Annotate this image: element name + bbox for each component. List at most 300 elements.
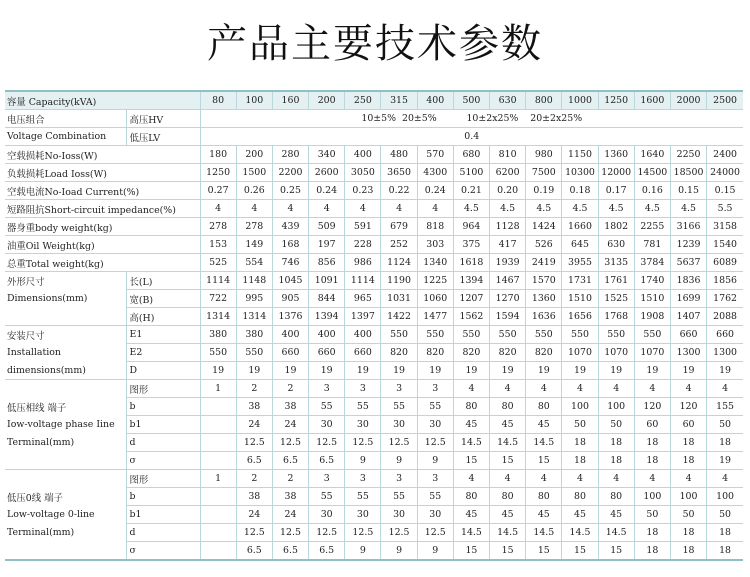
table-cell: 3784 bbox=[634, 254, 670, 272]
table-cell: 100 bbox=[562, 398, 598, 416]
table-cell: 1314 bbox=[200, 308, 236, 326]
table-cell: 1190 bbox=[381, 272, 417, 290]
table-cell: 278 bbox=[236, 218, 272, 236]
table-cell: 55 bbox=[417, 398, 453, 416]
table-cell: 525 bbox=[200, 254, 236, 272]
table-cell: 12.5 bbox=[272, 524, 308, 542]
table-cell: 4 bbox=[236, 200, 272, 218]
table-cell: 1070 bbox=[562, 344, 598, 362]
table-cell: 30 bbox=[345, 416, 381, 434]
table-cell: 4 bbox=[562, 470, 598, 488]
table-cell: 45 bbox=[453, 506, 489, 524]
table-cell: 4.5 bbox=[634, 200, 670, 218]
table-cell: 4 bbox=[670, 380, 706, 398]
table-cell: 2250 bbox=[670, 146, 706, 164]
table-cell: 0.20 bbox=[490, 182, 526, 200]
table-cell: 1660 bbox=[562, 218, 598, 236]
table-cell: 400 bbox=[345, 146, 381, 164]
table-cell: 14.5 bbox=[453, 524, 489, 542]
table-cell: 4 bbox=[309, 200, 345, 218]
table-cell: 55 bbox=[309, 488, 345, 506]
lv-zero-terminal-row bbox=[5, 542, 743, 561]
table-cell: 50 bbox=[634, 506, 670, 524]
table-cell: 1114 bbox=[345, 272, 381, 290]
lv-zero-terminal-row bbox=[5, 524, 743, 542]
capacity-header-row bbox=[5, 91, 743, 110]
table-cell: 1762 bbox=[707, 290, 743, 308]
table-cell: 1636 bbox=[526, 308, 562, 326]
table-cell: 12.5 bbox=[272, 434, 308, 452]
table-cell: 18 bbox=[670, 452, 706, 470]
table-cell: 30 bbox=[417, 506, 453, 524]
table-cell: 0.24 bbox=[417, 182, 453, 200]
table-cell: 100 bbox=[634, 488, 670, 506]
capacity-label: 容量 Capacity(kVA) bbox=[5, 91, 200, 110]
table-cell: 1939 bbox=[490, 254, 526, 272]
table-cell: 4 bbox=[490, 380, 526, 398]
dimensions-sub-label: 宽(B) bbox=[126, 290, 200, 308]
table-cell: 1150 bbox=[562, 146, 598, 164]
table-cell: 0.22 bbox=[381, 182, 417, 200]
table-cell: 19 bbox=[634, 362, 670, 380]
table-cell: 303 bbox=[417, 236, 453, 254]
table-cell: 4 bbox=[526, 470, 562, 488]
table-cell: 4 bbox=[707, 380, 743, 398]
table-cell: 19 bbox=[562, 362, 598, 380]
table-cell: 844 bbox=[309, 290, 345, 308]
table-cell: 0.15 bbox=[707, 182, 743, 200]
table-cell: 965 bbox=[345, 290, 381, 308]
lv-phase-terminal-sub-label: d bbox=[126, 434, 200, 452]
table-cell: 550 bbox=[236, 344, 272, 362]
table-cell: 10300 bbox=[562, 164, 598, 182]
table-cell: 4.5 bbox=[526, 200, 562, 218]
table-cell: 3 bbox=[381, 380, 417, 398]
table-cell: 15 bbox=[562, 542, 598, 561]
voltage-hv-row bbox=[5, 110, 743, 128]
table-cell: 1 bbox=[200, 380, 236, 398]
table-cell: 417 bbox=[490, 236, 526, 254]
table-cell: 0.25 bbox=[272, 182, 308, 200]
table-cell: 660 bbox=[309, 344, 345, 362]
table-cell: 30 bbox=[381, 506, 417, 524]
table-cell: 19 bbox=[526, 362, 562, 380]
dimensions-label bbox=[5, 308, 126, 326]
table-cell: 55 bbox=[309, 398, 345, 416]
table-cell: 1128 bbox=[490, 218, 526, 236]
table-cell: 1124 bbox=[381, 254, 417, 272]
dimensions-row bbox=[5, 308, 743, 326]
table-cell: 4 bbox=[526, 380, 562, 398]
table-cell: 1467 bbox=[490, 272, 526, 290]
table-cell: 986 bbox=[345, 254, 381, 272]
table-cell: 0.17 bbox=[598, 182, 634, 200]
table-cell: 18 bbox=[670, 542, 706, 561]
table-cell: 6.5 bbox=[236, 452, 272, 470]
table-cell: 0.15 bbox=[670, 182, 706, 200]
table-row bbox=[5, 164, 743, 182]
table-cell: 30 bbox=[345, 506, 381, 524]
table-cell: 2 bbox=[236, 380, 272, 398]
table-cell: 905 bbox=[272, 290, 308, 308]
installation-row bbox=[5, 326, 743, 344]
table-cell: 679 bbox=[381, 218, 417, 236]
table-cell: 375 bbox=[453, 236, 489, 254]
table-cell: 3650 bbox=[381, 164, 417, 182]
table-cell: 80 bbox=[598, 488, 634, 506]
table-row bbox=[5, 146, 743, 164]
lv-phase-terminal-label: 低压相线 端子 bbox=[7, 402, 67, 414]
table-cell: 480 bbox=[381, 146, 417, 164]
page-title: 产品主要技术参数 bbox=[207, 21, 543, 67]
dimensions-label: Dimensions(mm) bbox=[7, 293, 88, 304]
table-cell: 50 bbox=[670, 506, 706, 524]
table-cell: 550 bbox=[417, 326, 453, 344]
table-cell: 15 bbox=[453, 542, 489, 561]
table-cell: 554 bbox=[236, 254, 272, 272]
table-cell: 1836 bbox=[670, 272, 706, 290]
table-cell: 18 bbox=[634, 452, 670, 470]
table-cell: 197 bbox=[309, 236, 345, 254]
table-cell: 820 bbox=[453, 344, 489, 362]
table-cell: 1031 bbox=[381, 290, 417, 308]
lv-zero-terminal-label: Terminal(mm) bbox=[7, 527, 75, 538]
table-cell: 4.5 bbox=[562, 200, 598, 218]
table-cell: 80 bbox=[526, 488, 562, 506]
table-cell: 3 bbox=[417, 380, 453, 398]
table-cell: 100 bbox=[598, 398, 634, 416]
table-cell: 4 bbox=[634, 470, 670, 488]
capacity-value: 160 bbox=[272, 91, 308, 110]
table-cell: 1314 bbox=[236, 308, 272, 326]
table-cell: 18 bbox=[562, 452, 598, 470]
lv-zero-terminal-label bbox=[5, 470, 126, 488]
table-cell: 0.23 bbox=[345, 182, 381, 200]
table-cell: 14.5 bbox=[598, 524, 634, 542]
table-cell: 4.5 bbox=[453, 200, 489, 218]
installation-label: 安装尺寸 bbox=[7, 330, 45, 342]
table-cell: 1300 bbox=[707, 344, 743, 362]
table-cell: 45 bbox=[562, 506, 598, 524]
table-cell: 18 bbox=[670, 524, 706, 542]
capacity-value: 250 bbox=[345, 91, 381, 110]
table-cell: 1656 bbox=[562, 308, 598, 326]
row-label: 负载损耗Load Ioss(W) bbox=[5, 164, 200, 182]
hv-value: 10±5% 20±5% 10±2x25% 20±2x25% bbox=[200, 110, 743, 128]
table-cell: 19 bbox=[345, 362, 381, 380]
table-cell: 200 bbox=[236, 146, 272, 164]
table-cell: 0.24 bbox=[309, 182, 345, 200]
table-cell: 153 bbox=[200, 236, 236, 254]
table-cell: 550 bbox=[562, 326, 598, 344]
installation-row bbox=[5, 344, 743, 362]
dimensions-label: 外形尺寸 bbox=[7, 276, 45, 288]
table-cell: 2 bbox=[272, 470, 308, 488]
table-cell: 1 bbox=[200, 470, 236, 488]
table-cell: 18 bbox=[598, 452, 634, 470]
table-cell: 1376 bbox=[272, 308, 308, 326]
table-cell: 820 bbox=[490, 344, 526, 362]
table-cell: 278 bbox=[200, 218, 236, 236]
table-cell: 2400 bbox=[707, 146, 743, 164]
table-cell: 645 bbox=[562, 236, 598, 254]
table-cell: 781 bbox=[634, 236, 670, 254]
table-cell: 19 bbox=[381, 362, 417, 380]
table-cell: 509 bbox=[309, 218, 345, 236]
table-cell: 19 bbox=[236, 362, 272, 380]
table-cell: 6200 bbox=[490, 164, 526, 182]
table-cell: 570 bbox=[417, 146, 453, 164]
table-cell: 19 bbox=[670, 362, 706, 380]
table-cell bbox=[200, 452, 236, 470]
voltage-label-en: Voltage Combination bbox=[5, 128, 126, 146]
table-cell: 550 bbox=[490, 326, 526, 344]
table-cell: 818 bbox=[417, 218, 453, 236]
lv-zero-terminal-sub-label: σ bbox=[126, 542, 200, 561]
table-cell: 820 bbox=[526, 344, 562, 362]
table-cell: 6.5 bbox=[236, 542, 272, 561]
table-cell: 3 bbox=[345, 380, 381, 398]
table-cell: 38 bbox=[236, 488, 272, 506]
table-cell: 19 bbox=[707, 362, 743, 380]
table-cell: 9 bbox=[345, 452, 381, 470]
table-row bbox=[5, 182, 743, 200]
table-cell: 591 bbox=[345, 218, 381, 236]
installation-label: Installation bbox=[7, 347, 61, 358]
table-cell: 3166 bbox=[670, 218, 706, 236]
row-label: 油重Oil Weight(kg) bbox=[5, 236, 200, 254]
lv-zero-terminal-row bbox=[5, 488, 743, 506]
table-cell: 0.27 bbox=[200, 182, 236, 200]
table-cell: 1340 bbox=[417, 254, 453, 272]
table-cell: 1562 bbox=[453, 308, 489, 326]
table-cell: 2419 bbox=[526, 254, 562, 272]
table-cell: 550 bbox=[526, 326, 562, 344]
table-cell: 5.5 bbox=[707, 200, 743, 218]
table-cell: 9 bbox=[381, 452, 417, 470]
table-cell: 18 bbox=[634, 542, 670, 561]
table-cell: 1477 bbox=[417, 308, 453, 326]
table-cell: 4 bbox=[200, 200, 236, 218]
table-cell: 3158 bbox=[707, 218, 743, 236]
lv-phase-terminal-label: Terminal(mm) bbox=[7, 437, 75, 448]
table-cell: 0.26 bbox=[236, 182, 272, 200]
table-cell: 1802 bbox=[598, 218, 634, 236]
table-cell: 4.5 bbox=[490, 200, 526, 218]
table-cell: 15 bbox=[453, 452, 489, 470]
table-cell: 1091 bbox=[309, 272, 345, 290]
table-cell: 55 bbox=[417, 488, 453, 506]
installation-row bbox=[5, 362, 743, 380]
lv-phase-terminal-row bbox=[5, 452, 743, 470]
table-cell: 439 bbox=[272, 218, 308, 236]
table-cell: 15 bbox=[598, 542, 634, 561]
installation-sub-label: E1 bbox=[126, 326, 200, 344]
table-cell: 1510 bbox=[562, 290, 598, 308]
table-cell: 526 bbox=[526, 236, 562, 254]
table-cell: 50 bbox=[598, 416, 634, 434]
table-cell: 19 bbox=[200, 362, 236, 380]
lv-label: 低压LV bbox=[126, 128, 200, 146]
table-cell: 550 bbox=[598, 326, 634, 344]
table-cell: 6089 bbox=[707, 254, 743, 272]
table-cell: 18 bbox=[634, 434, 670, 452]
lv-phase-terminal-label bbox=[5, 380, 126, 398]
table-cell: 1394 bbox=[453, 272, 489, 290]
table-cell: 4.5 bbox=[598, 200, 634, 218]
table-cell: 12.5 bbox=[381, 524, 417, 542]
table-cell: 155 bbox=[707, 398, 743, 416]
table-cell: 1070 bbox=[634, 344, 670, 362]
table-cell: 2600 bbox=[309, 164, 345, 182]
table-cell: 55 bbox=[345, 398, 381, 416]
table-cell: 15 bbox=[490, 542, 526, 561]
table-cell: 18 bbox=[598, 434, 634, 452]
table-cell: 19 bbox=[309, 362, 345, 380]
table-cell: 2200 bbox=[272, 164, 308, 182]
table-cell: 1731 bbox=[562, 272, 598, 290]
table-cell: 180 bbox=[200, 146, 236, 164]
table-cell: 50 bbox=[562, 416, 598, 434]
lv-phase-terminal-row bbox=[5, 434, 743, 452]
table-cell: 630 bbox=[598, 236, 634, 254]
table-cell: 660 bbox=[345, 344, 381, 362]
table-cell: 995 bbox=[236, 290, 272, 308]
lv-zero-terminal-label: Low-voltage 0-line bbox=[7, 509, 95, 520]
table-cell: 60 bbox=[670, 416, 706, 434]
lv-phase-terminal-row bbox=[5, 398, 743, 416]
table-cell: 0.19 bbox=[526, 182, 562, 200]
table-cell: 820 bbox=[381, 344, 417, 362]
table-cell: 1740 bbox=[634, 272, 670, 290]
table-cell: 4 bbox=[453, 470, 489, 488]
table-cell: 550 bbox=[453, 326, 489, 344]
table-cell: 12.5 bbox=[345, 524, 381, 542]
table-cell: 1422 bbox=[381, 308, 417, 326]
table-cell bbox=[200, 488, 236, 506]
table-cell: 1060 bbox=[417, 290, 453, 308]
table-row bbox=[5, 236, 743, 254]
table-cell: 550 bbox=[381, 326, 417, 344]
table-cell: 80 bbox=[562, 488, 598, 506]
table-cell: 9 bbox=[345, 542, 381, 561]
capacity-value: 500 bbox=[453, 91, 489, 110]
table-cell: 19 bbox=[272, 362, 308, 380]
dimensions-row bbox=[5, 272, 743, 290]
lv-phase-terminal-label bbox=[5, 452, 126, 470]
table-cell: 964 bbox=[453, 218, 489, 236]
table-cell: 2 bbox=[272, 380, 308, 398]
table-cell: 12.5 bbox=[345, 434, 381, 452]
table-cell: 1250 bbox=[200, 164, 236, 182]
table-cell: 1510 bbox=[634, 290, 670, 308]
table-cell: 30 bbox=[417, 416, 453, 434]
table-cell: 1570 bbox=[526, 272, 562, 290]
table-cell: 4 bbox=[707, 470, 743, 488]
table-cell: 660 bbox=[707, 326, 743, 344]
table-cell: 5637 bbox=[670, 254, 706, 272]
table-cell: 228 bbox=[345, 236, 381, 254]
table-cell: 550 bbox=[634, 326, 670, 344]
table-cell: 18 bbox=[562, 434, 598, 452]
table-cell: 30 bbox=[309, 416, 345, 434]
capacity-value: 100 bbox=[236, 91, 272, 110]
table-row bbox=[5, 200, 743, 218]
table-cell: 1500 bbox=[236, 164, 272, 182]
table-cell: 30 bbox=[381, 416, 417, 434]
lv-zero-terminal-label: 低压0线 端子 bbox=[7, 492, 63, 504]
capacity-value: 1250 bbox=[598, 91, 634, 110]
table-cell: 0.16 bbox=[634, 182, 670, 200]
table-cell: 168 bbox=[272, 236, 308, 254]
table-cell: 18 bbox=[670, 434, 706, 452]
capacity-value: 80 bbox=[200, 91, 236, 110]
table-cell: 24000 bbox=[707, 164, 743, 182]
table-cell: 45 bbox=[598, 506, 634, 524]
table-cell: 380 bbox=[200, 326, 236, 344]
table-cell: 810 bbox=[490, 146, 526, 164]
table-cell bbox=[200, 506, 236, 524]
table-cell: 19 bbox=[453, 362, 489, 380]
capacity-value: 200 bbox=[309, 91, 345, 110]
table-cell: 3135 bbox=[598, 254, 634, 272]
table-cell: 1300 bbox=[670, 344, 706, 362]
hv-label: 高压HV bbox=[126, 110, 200, 128]
table-cell: 6.5 bbox=[309, 542, 345, 561]
table-cell: 6.5 bbox=[309, 452, 345, 470]
table-cell: 45 bbox=[453, 416, 489, 434]
table-cell: 1540 bbox=[707, 236, 743, 254]
table-cell: 3 bbox=[309, 380, 345, 398]
table-cell: 746 bbox=[272, 254, 308, 272]
row-label: 空载损耗No-Ioss(W) bbox=[5, 146, 200, 164]
table-cell: 14.5 bbox=[490, 434, 526, 452]
table-cell: 50 bbox=[707, 416, 743, 434]
table-cell: 4 bbox=[598, 470, 634, 488]
table-cell: 7500 bbox=[526, 164, 562, 182]
table-cell: 1856 bbox=[707, 272, 743, 290]
table-cell: 3050 bbox=[345, 164, 381, 182]
table-cell: 24 bbox=[236, 416, 272, 434]
table-cell: 1070 bbox=[598, 344, 634, 362]
table-cell: 24 bbox=[236, 506, 272, 524]
table-cell: 1148 bbox=[236, 272, 272, 290]
table-cell: 4 bbox=[272, 200, 308, 218]
table-cell: 820 bbox=[417, 344, 453, 362]
table-cell: 1360 bbox=[526, 290, 562, 308]
table-cell bbox=[200, 416, 236, 434]
installation-label: dimensions(mm) bbox=[5, 362, 126, 380]
voltage-lv-row bbox=[5, 128, 743, 146]
table-cell: 45 bbox=[526, 416, 562, 434]
table-cell: 1360 bbox=[598, 146, 634, 164]
lv-phase-terminal-sub-label: 图形 bbox=[126, 380, 200, 398]
table-cell: 24 bbox=[272, 506, 308, 524]
capacity-value: 1600 bbox=[634, 91, 670, 110]
capacity-value: 630 bbox=[490, 91, 526, 110]
table-cell: 30 bbox=[309, 506, 345, 524]
table-cell: 19 bbox=[707, 452, 743, 470]
table-cell: 2088 bbox=[707, 308, 743, 326]
table-cell: 4300 bbox=[417, 164, 453, 182]
table-cell: 14.5 bbox=[453, 434, 489, 452]
table-cell: 45 bbox=[526, 506, 562, 524]
table-cell: 100 bbox=[670, 488, 706, 506]
table-cell: 400 bbox=[272, 326, 308, 344]
table-cell bbox=[200, 542, 236, 561]
lv-zero-terminal-sub-label: 图形 bbox=[126, 470, 200, 488]
lv-zero-terminal-label bbox=[5, 542, 126, 561]
